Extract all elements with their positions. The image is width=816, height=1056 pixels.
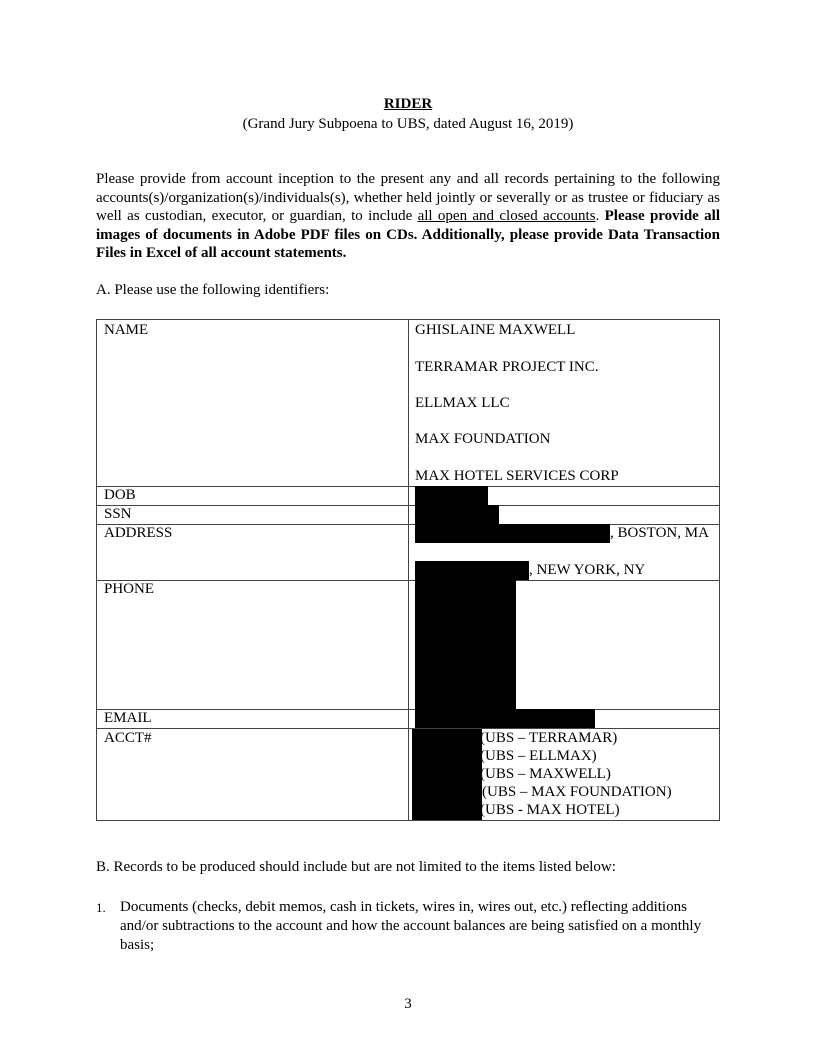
account-entry: (UBS – MAX FOUNDATION) (482, 784, 672, 800)
account-entry: (UBS – MAXWELL) (480, 766, 611, 782)
intro-paragraph (96, 170, 720, 263)
redaction-box (415, 486, 488, 505)
table-column-divider (408, 320, 409, 820)
redaction-box (415, 709, 595, 728)
account-entry: (UBS – ELLMAX) (480, 748, 597, 764)
list-item-number: 1. (96, 900, 106, 915)
email-label: EMAIL (104, 710, 152, 726)
name-value: ELLMAX LLC (415, 395, 510, 411)
address-city-1: , BOSTON, MA (610, 525, 709, 541)
table-row-divider (97, 505, 719, 506)
redaction-box (415, 561, 529, 580)
name-value: MAX HOTEL SERVICES CORP (415, 468, 619, 484)
ssn-label: SSN (104, 506, 132, 522)
redaction-box (415, 505, 499, 524)
page-number: 3 (404, 996, 412, 1012)
intro-text-2: . (595, 208, 605, 224)
address-label: ADDRESS (104, 525, 173, 541)
section-b-heading: B. Records to be produced should include but are not limited to the items listed below: (96, 859, 616, 875)
table-row-divider (97, 486, 719, 487)
identifiers-table (96, 319, 720, 821)
section-a-heading: A. Please use the following identifiers: (96, 282, 330, 298)
intro-bold-text: Please provide all images of documents in Adobe PDF files on CDs. Additionally, please provide Data Transaction Files in Excel of all account statements. (96, 208, 721, 261)
name-label: NAME (104, 322, 149, 338)
list-item-text: Documents (checks, debit memos, cash in tickets, wires in, wires out, etc.) reflecting additions and/or subtractions to the account and how the account balances are being satisfied on a monthly basis; (120, 899, 702, 953)
name-value: MAX FOUNDATION (415, 431, 551, 447)
document-title: RIDER (383, 96, 433, 112)
name-value: GHISLAINE MAXWELL (415, 322, 576, 338)
name-value: TERRAMAR PROJECT INC. (415, 359, 599, 375)
table-row-divider (97, 709, 719, 710)
phone-label: PHONE (104, 581, 155, 597)
table-row-divider (97, 728, 719, 729)
redaction-box (415, 580, 516, 709)
account-entry: (UBS – TERRAMAR) (480, 730, 618, 746)
table-row-divider (97, 580, 719, 581)
account-entry: (UBS - MAX HOTEL) (480, 802, 620, 818)
dob-label: DOB (104, 487, 136, 503)
address-city-2: , NEW YORK, NY (529, 562, 646, 578)
acct-label: ACCT# (104, 730, 152, 746)
document-subtitle: (Grand Jury Subpoena to UBS, dated August 16, 2019) (242, 116, 574, 132)
intro-text-1: Please provide from account inception to the present any and all records pertaining to the following accounts(s)/organization(s)/individuals(s), whether held jointly or severally or as trustee or fiduciary as well as custodian, executor, or guardian, to include (96, 171, 720, 224)
redaction-box (412, 729, 482, 820)
intro-underlined-text: all open and closed accounts (417, 208, 596, 224)
redaction-box (415, 524, 610, 543)
